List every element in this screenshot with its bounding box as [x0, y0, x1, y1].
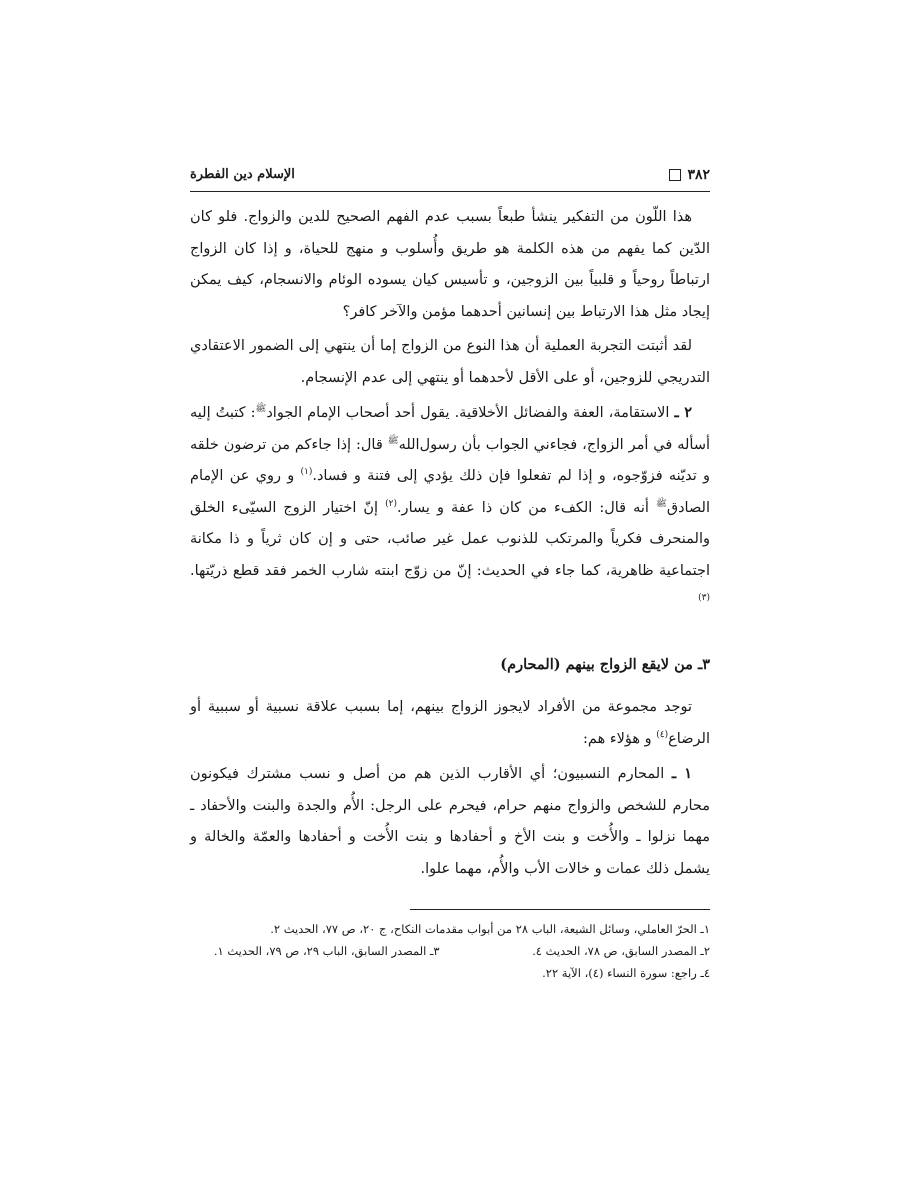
footnote-2: ٢ـ المصدر السابق، ص ٧٨، الحديث ٤. — [532, 944, 710, 958]
footnote-4: ٤ـ راجع: سورة النساء (٤)، الآية ٢٢. — [542, 966, 710, 980]
item-number: ٢ ـ — [674, 404, 693, 421]
footnotes — [190, 918, 710, 984]
footnote-row — [190, 940, 710, 962]
item-number: ١ ـ — [671, 765, 693, 782]
text-segment: و روي عن الإمام الصادق — [190, 468, 710, 516]
footnote-ref[interactable]: (٣) — [698, 593, 710, 604]
page-number: ٣٨٢ — [687, 167, 710, 183]
salutation-glyph: ﷺ — [655, 498, 667, 509]
paragraph-4 — [190, 692, 710, 755]
paragraph-2: لقد أثبتت التجربة العملية أن هذا النوع من الزواج إما أن ينتهي إلى الضمور الاعتقادي التدريجي للزوجين، أو على الأقل لأحدهما أو ينتهي إلى عدم الإنسجام. — [190, 338, 710, 386]
page-number-block — [669, 167, 710, 183]
footnote-1: ١ـ الحرّ العاملي، وسائل الشيعة، الباب ٢٨ من أبواب مقدمات النكاح، ج ٢٠، ص ٧٧، الحديث ٢. — [270, 922, 710, 936]
text-segment: قال: إذا جاءكم من ترضون خلقه و تديّنه فزوّجوه، و إذا لم تفعلوا فإن ذلك يؤدي إلى فتنة و فساد. — [190, 436, 710, 484]
book-page — [190, 165, 710, 984]
paragraph-1: هذا اللّون من التفكير ينشأ طبعاً بسبب عدم الفهم الصحيح للدين والزواج. فلو كان الدّين كما يفهم من هذه الكلمة هو طريق وأُسلوب و منهج للحياة، و إذا كان الزواج ارتباطاً روحياً و قلبياً بين الزوجين، و تأسيس كيان يسوده الوئام والانسجام، كيف يمكن إيجاد مثل هذا الارتباط بين إنسانين أحدهما مؤمن والآخر كافر؟ — [190, 209, 710, 320]
footnote-ref[interactable]: (٢) — [385, 498, 397, 509]
footnote-ref[interactable]: (٤) — [656, 729, 669, 740]
section-heading: ٣ـ من لايقع الزواج بينهم (المحارم) — [500, 655, 710, 673]
salutation-glyph: ﷺ — [387, 435, 399, 446]
page-body — [190, 202, 710, 885]
square-icon — [669, 169, 681, 181]
text-segment: توجد مجموعة من الأفراد لايجوز الزواج بينهم، إما بسبب علاقة نسبية أو سببية أو الرضاع — [190, 699, 710, 747]
paragraph-5 — [190, 758, 710, 885]
running-header — [190, 165, 710, 192]
text-segment: إنّ اختيار الزوج السيّىء الخلق والمنحرف فكرياً والمرتكب للذنوب عمل غير صائب، حتى و إن كان ثرياً و ذا مكانة اجتماعية ظاهرية، كما جاء في الحديث: إنّ من زوّج ابنته شارب الخمر فقد قطع ذريّتها. — [190, 499, 710, 579]
text-segment: المحارم النسبيون؛ أي الأقارب الذين هم من أصل و نسب مشترك فيكونون محارم للشخص والزواج منهم حرام، فيحرم على الرجل: الأُم والجدة والبنت والأحفاد ـ مهما نزلوا ـ والأُخت و بنت الأخ و أحفادها و بنت الأُخت و أحفادها والعمّة والخالة و يشمل ذلك عمات و خالات الأب والأُم، مهما علوا. — [190, 766, 710, 877]
text-segment: : كتبتُ إليه أسأله في أمر الزواج، فجاءني الجواب بأن رسول‌الله — [190, 405, 710, 453]
text-segment: أنه قال: الكفء من كان ذا عفة و يسار. — [396, 499, 656, 516]
footnote-separator — [410, 909, 710, 910]
footnote-ref[interactable]: (١) — [300, 467, 313, 478]
footnote-3: ٣ـ المصدر السابق، الباب ٢٩، ص ٧٩، الحديث ١. — [213, 944, 440, 958]
salutation-glyph: ﷺ — [255, 404, 267, 415]
text-segment: و هؤلاء هم: — [583, 730, 657, 747]
text-segment: الاستقامة، العفة والفضائل الأخلاقية. يقول أحد أصحاب الإمام الجواد — [266, 405, 675, 421]
book-title: الإسلام دين الفطرة — [190, 167, 295, 182]
paragraph-3 — [190, 397, 710, 619]
